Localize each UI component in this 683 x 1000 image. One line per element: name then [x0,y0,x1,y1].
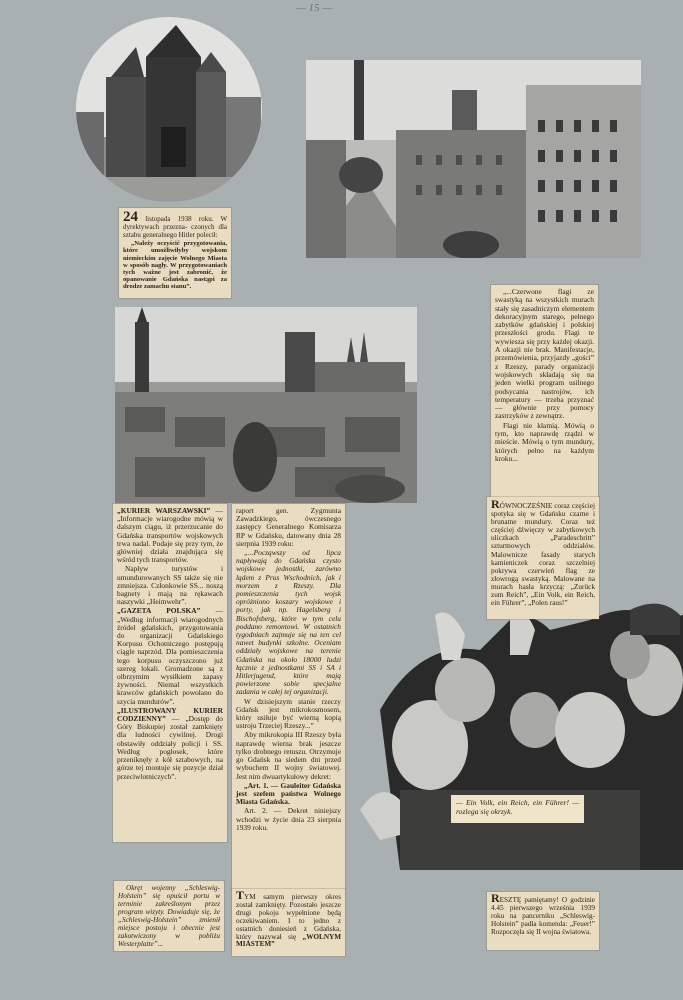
clip-date-line-3: czonych dla sztabu generalnego [123,223,228,239]
clip-date-line-2: dyrektywach przezna- [123,223,188,231]
raport-intro: raport gen. Zygmunta Zawadzkiego, ówczesnego zastępcy Generalnego Komisarza RP w Gdańsku, datowany dnia 28 sierpnia 1939 roku: [236,506,341,548]
clip-remember-dropcap: R [491,892,500,905]
clip-thus [232,889,345,956]
clip-warship [114,881,224,951]
clip-24-november [119,208,231,298]
clip-simultaneously-text: ÓWNOCZEŚNIE coraz częściej spotyka się w Gdańsku czarne i brunatne mundury. Coraz też częściej dźwięczy w zabytkowych uliczkach „Paradeschritt” szturmowych oddziałów. Malownicze fasady starych kamieniczek coraz szczelniej pokrywa czerwień flag ze złowrogą swastyką. Malowane na murach hasła krzyczą: „Zurück zum Reich”, „Ein Volk, ein Reich, ein Führer”, „Polen raus!” [491,501,595,608]
raport-article-2: Art. 2. — Dekret niniejszy wchodzi w życie dnia 23 sierpnia 1939 roku. [236,806,341,832]
clip-simultaneously-dropcap: R [491,497,500,511]
raport-text-3: W dzisiejszym stanie rzeczy Gdańsk jest mikrokosmosem, który usiłuje być wierną kopią ustroju Trzeciej Rzeszy...” [236,696,341,731]
clip-flags-paragraph-1: „...Czerwone flagi ze swastyką na wszystkich murach stały się zasadniczym elementem dekoracyjnym starego, pełnego zabytków gdańskiej i polskiej przeszłości grodu. Flagi te wywiesza się przy każdej okazji. A okazji nie brak. Manifestacje, przemówienia, przyjazdy „gości” z Rzeszy, parady organizacji wojskowych składają się na jeden wielki program usilnego podsycania nastrojów, ich temperatury — trzeba przyznać — głównie przy pomocy zastrzyków z zewnątrz. [495,287,594,421]
clip-date-line-4: Hitler polecił: [178,230,218,239]
raport-article-1: „Art. 1. — Gauleiter Gdańska jest szefem państwa Wolnego Miasta Gdańska. [236,780,341,807]
gazeta-heading: „GAZETA POLSKA” [117,606,201,616]
photo-crane-gate [76,17,262,202]
clip-remember-text: ESZTĘ pamiętamy! O godzinie 4.45 pierwszego września 1939 roku na pancerniku „Schleswig-Holstein” padła komenda: „Feuer!” Rozpoczęła się II wojna światowa. [491,896,595,936]
clip-we-remember [487,892,599,950]
clip-zawadzki-report [232,504,345,889]
clip-thus-dropcap: T [236,889,245,902]
clip-date-day: 24 [123,209,138,225]
crowd-photo-caption: — Ein Volk, ein Reich, ein Führer! — rozlega się okrzyk. [451,795,584,823]
clip-date-line-1: listopada 1938 roku. W [145,215,227,223]
clip-thus-text: YM samym pierwszy okres został zamknięty. Pozostało jeszcze drugi pokoju wypełnione będą oczekiwaniem. I to jedno z ostatnich doniesień z Gdańska, który nazywał się [236,893,341,941]
raport-text-4: Aby mikrokopia III Rzeszy była naprawdę wierna brak jeszcze tylko drobnego retuszu. Otrzymuje go Gdańsk na siedem dni przed wybuchem II wojny światowej. Jest nim dwuartykułowy dekret: [236,730,341,781]
ikc-heading: „ILUSTROWANY KURIER CODZIENNY” [117,705,223,724]
clip-flags-paragraph-2: Flagi nie kłamią. Mówią o tym, kto naprawdę rządzi w mieście. Mówią o tym mundury, których pełno na każdym kroku... [495,420,594,463]
kurier-text: — „Informacje wiarogodne mówią w dalszym ciągu, iż przerzucanie do Gdańska transportów wojskowych trwa nadal. Podaje się przy tym, że główniej działa znajdująca się wśród tych transportów. [117,506,223,565]
photo-long-market [306,60,641,258]
clip-thus-end: „WOLNYM MIASTEM” [236,932,341,949]
photo-city-panorama [115,307,417,503]
clip-newspaper-reports [113,504,227,842]
clip-simultaneously [487,497,599,619]
clip-warship-text: Okręt wojenny „Schleswig-Holstein” się opuścił portu w terminie zakreślonym przez program wizyty. Dowiaduje się, że „Schleswig-Holstein” zmienił miejsce postoju i obecnie jest zakotwiczony w pobliżu Westerplatte”... [118,884,220,948]
kurier-text-2: Napływ turystów i umundurowanych SS także się nie zmniejsza. Członkowie SS... noszą bagnety i mają na rękawach naszywki „Heimwehr”. [117,564,223,607]
gazeta-text: — „Według informacji wiarogodnych źródeł gdańskich, przygotowania do organizacji Gdańskiego Korpusu Ochotniczego postępują ciągle naprzód. Dla pomieszczenia tego korpusu oczyszczono już szereg lokali. Gromadzone są z olbrzymim wysiłkiem zapasy żywności. Niemal wszystkich krawców gdańskich powołano do szycia mundurów”. [117,606,223,706]
page-number: — 15 — [296,2,333,14]
raport-quote: „...Począwszy od lipca napływają do Gdańska czysto wojskowe jednostki, zarówno lądem z Prus Wschodnich, jak i morzem z Rzeszy. Dla pomieszczenia tych wojsk opróżniono koszary wojskowe i porty, jak np. Hagelsberg i Bischofsberg, które w tym celu poddano remontowi. W ostatnich tygodniach zajmuje się na ten cel nawet budynki szkolne. Oceniam oddziały wojskowe na terenie Gdańska na około 18000 ludzi łącznie z jednostkami SS i SA i Hitlerjugend, które mają powierzone sobie specjalne zadania w całej tej organizacji. [236,548,341,697]
kurier-heading: „KURIER WARSZAWSKI” [117,506,211,515]
clip-date-quote: „Należy oczyścić przygotowania, które umożliwiłyby wojskom niemieckim zajęcie Wolnego Miasta w sposób nagły. W przygotowaniach tych ważne jest zabronić, że opanowanie Gdańska nastąpi za drodze zamachu stanu”. [123,240,227,291]
photo-crowd [360,600,683,870]
ikc-text: — „Dostęp do Góry Biskupiej został zamknięty dla ludności cywilnej. Drogi obstawiły oddziały policji i SS. Według pogłosek, które przeniknęły z kół sztabowych, na górze tej montuje się pozycje dział przeciwlotniczych”. [117,714,223,781]
clip-red-flags [491,285,598,497]
